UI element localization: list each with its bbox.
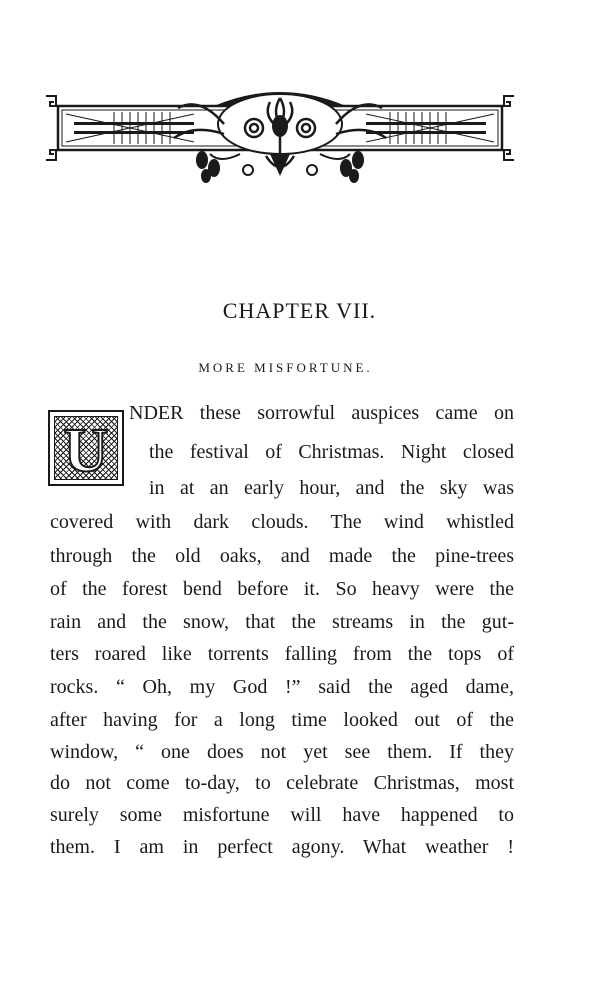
body-line: them. I am in perfect agony. What weather ! [50, 836, 514, 858]
body-line: of the forest bend before it. So heavy were the [50, 578, 514, 600]
chapter-title: CHAPTER VII. [222, 298, 377, 323]
body-line: do not come to-day, to celebrate Christmas, most [50, 772, 514, 794]
body-line: in at an early hour, and the sky was [149, 477, 514, 499]
body-line: covered with dark clouds. The wind whistled [50, 511, 514, 533]
chapter-subtitle: MORE MISFORTUNE. [198, 360, 373, 375]
body-line: window, “ one does not yet see them. If they [50, 741, 514, 763]
drop-cap-letter: U [63, 417, 109, 480]
ornamental-headpiece [44, 84, 516, 188]
body-line: surely some misfortune will have happened to [50, 804, 514, 826]
body-line: the festival of Christmas. Night closed [149, 441, 514, 463]
drop-cap-ornament [54, 416, 118, 480]
body-line: rain and the snow, that the streams in the gut- [50, 611, 514, 633]
body-line: after having for a long time looked out of the [50, 709, 514, 731]
body-line: ters roared like torrents falling from the tops of [50, 643, 514, 665]
body-line: NDER these sorrowful auspices came on [129, 402, 514, 424]
body-line: rocks. “ Oh, my God !” said the aged dame, [50, 676, 514, 698]
body-line: through the old oaks, and made the pine-trees [50, 545, 514, 567]
drop-cap [48, 410, 124, 486]
